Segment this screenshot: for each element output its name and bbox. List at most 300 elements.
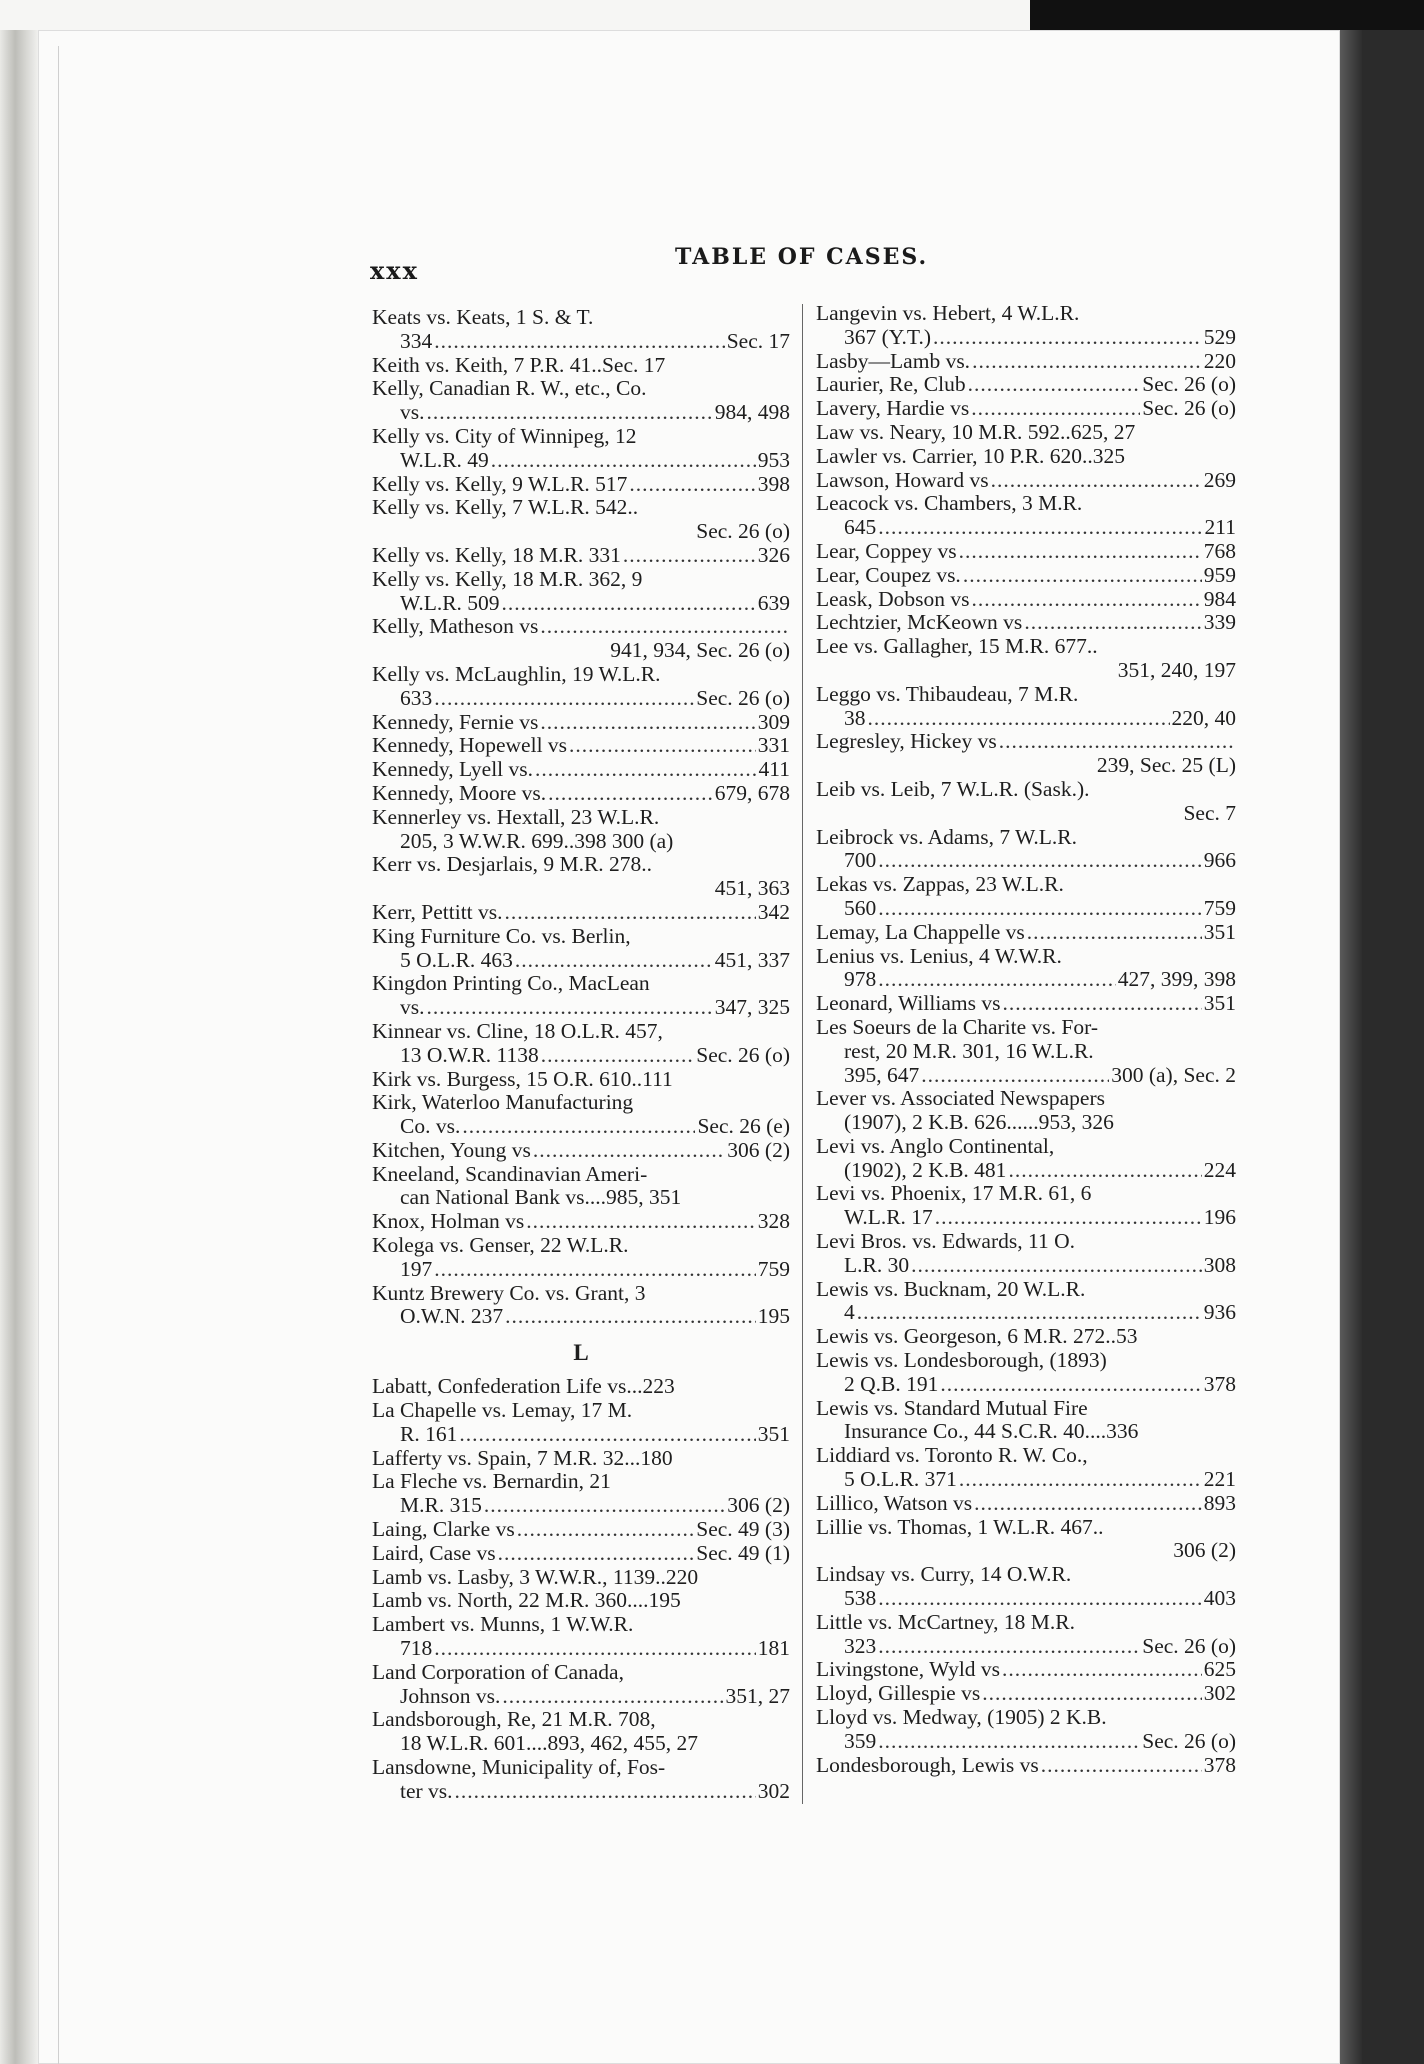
case-entry-line (372, 901, 790, 925)
page-reference: Sec. 49 (3) (696, 1518, 790, 1542)
page-reference: 306 (2) (727, 1138, 790, 1162)
page-reference: Sec. 26 (o) (1142, 373, 1236, 397)
case-entry (372, 1282, 790, 1330)
case-entry-line (372, 592, 790, 616)
page-reference: 300 (a), Sec. 2 (1111, 1063, 1236, 1087)
case-entry-line (372, 1780, 790, 1804)
case-entry-line (816, 302, 1236, 326)
case-entry (372, 711, 790, 735)
page-reference: 302 (757, 1779, 790, 1803)
case-citation-text: Livingstone, Wyld vs (816, 1658, 1001, 1682)
case-entry-line (816, 849, 1236, 873)
case-entry-line (372, 1542, 790, 1566)
case-citation-text: W.L.R. 509 (400, 591, 500, 615)
page-reference: 339 (1203, 611, 1236, 635)
scan-top-margin (0, 0, 1030, 30)
dot-leader (959, 540, 1202, 564)
dot-leader (505, 1305, 756, 1329)
dot-leader (427, 401, 713, 425)
case-entry (816, 683, 1236, 731)
page-reference: Sec. 49 (1) (696, 1541, 790, 1565)
case-entry (372, 1447, 790, 1471)
page-reference: Sec. 7 (1183, 801, 1236, 825)
case-entry-line (372, 996, 790, 1020)
case-citation-text: Little vs. McCartney, 18 M.R. (816, 1610, 1075, 1634)
case-citation-text: 645 (844, 516, 877, 540)
dot-leader (623, 544, 756, 568)
case-entry (816, 540, 1236, 564)
case-entry-line (372, 1068, 790, 1092)
dot-leader (498, 1542, 695, 1566)
case-entry-line (816, 588, 1236, 612)
case-entry-line (372, 1375, 790, 1399)
case-citation-text: 38 (844, 706, 866, 730)
case-entry (372, 473, 790, 497)
case-citation-text: M.R. 315 (400, 1494, 482, 1518)
page-reference: 984, 498 (714, 401, 790, 425)
case-entry (816, 635, 1236, 683)
case-entry-line (816, 802, 1236, 826)
page-reference: 984 (1203, 587, 1236, 611)
case-citation-text: Kerr, Pettitt vs. (372, 900, 503, 924)
dot-leader (868, 707, 1170, 731)
case-entry-line (816, 1040, 1236, 1064)
case-entry-line (372, 830, 790, 854)
case-entry-line (372, 1020, 790, 1044)
section-letter: L (573, 1340, 589, 1366)
case-citation-text: Leggo vs. Thibaudeau, 7 M.R. (816, 682, 1079, 706)
case-entry (372, 972, 790, 1020)
case-citation-text: 718 (400, 1637, 433, 1661)
case-citation-text: Laing, Clarke vs (372, 1518, 515, 1542)
case-entry (816, 1135, 1236, 1183)
case-entry (816, 1444, 1236, 1492)
case-citation-text: Johnson vs. (400, 1684, 501, 1708)
page-reference: 427, 399, 398 (1117, 968, 1236, 992)
dot-leader (491, 449, 756, 473)
page-reference: 331 (757, 734, 790, 758)
page-reference: 759 (1203, 896, 1236, 920)
page-reference: 221 (1203, 1468, 1236, 1492)
case-entry-line (372, 1494, 790, 1518)
case-entry (816, 1397, 1236, 1445)
page-reference: Sec. 26 (o) (1142, 397, 1236, 421)
case-entry-line (816, 1587, 1236, 1611)
dot-leader (968, 373, 1141, 397)
case-entry-line (816, 421, 1236, 445)
case-entry-line (372, 1423, 790, 1447)
case-entry-line (816, 1159, 1236, 1183)
case-citation-text: Kennerley vs. Hextall, 23 W.L.R. (372, 805, 660, 829)
case-entry-line (372, 758, 790, 782)
case-entry (372, 1068, 790, 1092)
dot-leader (878, 1730, 1140, 1754)
page-reference: Sec. 26 (o) (696, 520, 790, 544)
case-citation-text: Kelly vs. McLaughlin, 19 W.L.R. (372, 662, 661, 686)
running-head (370, 244, 1330, 284)
case-entry-line (816, 469, 1236, 493)
book-spine-shadow (1340, 30, 1362, 2064)
case-entry-line (372, 1139, 790, 1163)
page-reference: Sec. 17 (726, 329, 790, 353)
case-entry-line (372, 1447, 790, 1471)
case-entry-line (816, 373, 1236, 397)
case-citation-text: vs. (400, 401, 425, 425)
case-entry (816, 611, 1236, 635)
dot-leader (505, 901, 756, 925)
dot-leader (502, 1685, 723, 1709)
dot-leader (878, 516, 1202, 540)
case-citation-text: La Fleche vs. Bernardin, 21 (372, 1470, 611, 1494)
case-citation-text: Kirk, Waterloo Manufacturing (372, 1091, 634, 1115)
case-entry-line (816, 1135, 1236, 1159)
case-entry-line (816, 540, 1236, 564)
case-entry (816, 302, 1236, 350)
case-citation-text: Lasby—Lamb vs. (816, 349, 971, 373)
case-entry-line (816, 492, 1236, 516)
case-entry-line (816, 1635, 1236, 1659)
page-reference: 966 (1203, 849, 1236, 873)
case-entry (372, 806, 790, 854)
dot-leader (434, 330, 724, 354)
case-citation-text: Levi Bros. vs. Edwards, 11 O. (816, 1230, 1075, 1254)
case-citation-text: Leibrock vs. Adams, 7 W.L.R. (816, 825, 1077, 849)
case-citation-text: W.L.R. 17 (844, 1206, 933, 1230)
dot-leader (1002, 1658, 1202, 1682)
case-entry-line (372, 1613, 790, 1637)
case-entry-line (816, 659, 1236, 683)
case-entry (372, 1566, 790, 1590)
page-reference: 326 (757, 543, 790, 567)
page-reference: 302 (1203, 1682, 1236, 1706)
case-citation-text: Lear, Coppey vs (816, 539, 957, 563)
case-entry (372, 1234, 790, 1282)
case-entry (816, 588, 1236, 612)
case-citation-text: Lamb vs. Lasby, 3 W.W.R., 1139..220 (372, 1565, 699, 1589)
case-entry-line (372, 1589, 790, 1613)
dot-leader (999, 730, 1234, 754)
dot-leader (517, 1518, 695, 1542)
case-citation-text: Kneeland, Scandinavian Ameri- (372, 1162, 648, 1186)
case-citation-text: Kelly, Canadian R. W., etc., Co. (372, 377, 647, 401)
dot-leader (533, 1139, 725, 1163)
case-entry-line (816, 730, 1236, 754)
page-reference: 529 (1203, 325, 1236, 349)
dot-leader (462, 1115, 695, 1139)
case-entry-line (372, 639, 790, 663)
case-citation-text: Kelly, Matheson vs (372, 615, 539, 639)
dot-leader (971, 397, 1140, 421)
page-reference: 269 (1203, 468, 1236, 492)
case-entry-line (372, 1210, 790, 1234)
case-entry-line (372, 1115, 790, 1139)
case-citation-text: Lear, Coupez vs. (816, 563, 961, 587)
case-citation-text: Kelly vs. Kelly, 7 W.L.R. 542.. (372, 496, 639, 520)
scan-left-page-edge (0, 30, 38, 2064)
case-entry-line (372, 1661, 790, 1685)
case-citation-text: Lillie vs. Thomas, 1 W.L.R. 467.. (816, 1515, 1104, 1539)
case-entry-line (372, 687, 790, 711)
case-entry-line (372, 354, 790, 378)
page-reference: 936 (1203, 1301, 1236, 1325)
case-entry-line (816, 1682, 1236, 1706)
case-citation-text: 978 (844, 968, 877, 992)
case-citation-text: Keats vs. Keats, 1 S. & T. (372, 306, 594, 329)
page-reference: 351 (1203, 920, 1236, 944)
case-entry-line (816, 1397, 1236, 1421)
dot-leader (878, 968, 1116, 992)
case-entry (816, 1682, 1236, 1706)
case-entry-line (372, 1470, 790, 1494)
case-entry-line (816, 992, 1236, 1016)
case-entry (372, 544, 790, 568)
case-entry (816, 1611, 1236, 1659)
case-citation-text: Lekas vs. Zappas, 23 W.L.R. (816, 873, 1064, 897)
case-entry-line (816, 754, 1236, 778)
page-reference: 639 (757, 591, 790, 615)
case-entry (372, 306, 790, 354)
case-citation-text: W.L.R. 49 (400, 448, 489, 472)
case-entry (372, 782, 790, 806)
dot-leader (1041, 1754, 1202, 1778)
case-entry-line (816, 1611, 1236, 1635)
case-entry-line (372, 1305, 790, 1329)
case-entry-line (372, 1566, 790, 1590)
page-reference: 342 (757, 900, 790, 924)
page-reference: 959 (1203, 563, 1236, 587)
dot-leader (434, 1258, 756, 1282)
case-entry-line (816, 1706, 1236, 1730)
case-entry (372, 663, 790, 711)
dot-leader (933, 326, 1202, 350)
case-citation-text: Levi vs. Anglo Continental, (816, 1134, 1055, 1158)
page-reference: 220, 40 (1171, 706, 1236, 730)
dot-leader (878, 1635, 1140, 1659)
page-reference: 306 (2) (727, 1494, 790, 1518)
case-entry (816, 1016, 1236, 1087)
case-citation-text: Levi vs. Phoenix, 17 M.R. 61, 6 (816, 1182, 1092, 1206)
case-citation-text: Lawson, Howard vs (816, 468, 989, 492)
case-entry-line (816, 826, 1236, 850)
case-entry (372, 1375, 790, 1399)
case-citation-text: Kelly vs. Kelly, 18 M.R. 331 (372, 543, 621, 567)
case-citation-text: Landsborough, Re, 21 M.R. 708, (372, 1708, 656, 1732)
case-entry-line (372, 972, 790, 996)
dot-leader (911, 1254, 1202, 1278)
case-entry-line (372, 449, 790, 473)
case-citation-text: 2 Q.B. 191 (844, 1372, 939, 1396)
dot-leader (940, 1373, 1201, 1397)
case-entry-line (372, 473, 790, 497)
case-entry (816, 397, 1236, 421)
case-citation-text: Kelly vs. City of Winnipeg, 12 (372, 424, 637, 448)
page-reference: 378 (1203, 1372, 1236, 1396)
case-entry (816, 350, 1236, 374)
page-title: TABLE OF CASES. (675, 244, 929, 270)
case-entry-line (816, 968, 1236, 992)
case-entry-line (816, 1373, 1236, 1397)
dot-leader (878, 897, 1202, 921)
case-entry-line (816, 1182, 1236, 1206)
case-entry-line (816, 1754, 1236, 1778)
case-citation-text: 13 O.W.R. 1138 (400, 1043, 539, 1067)
case-citation-text: Londesborough, Lewis vs (816, 1753, 1039, 1777)
page-reference: 224 (1203, 1158, 1236, 1182)
case-entry (816, 1325, 1236, 1349)
case-entry-line (816, 445, 1236, 469)
case-citation-text: Leib vs. Leib, 7 W.L.R. (Sask.). (816, 777, 1090, 801)
case-citation-text: 633 (400, 686, 433, 710)
case-entry-line (816, 707, 1236, 731)
dot-leader (963, 564, 1202, 588)
case-citation-text: Kuntz Brewery Co. vs. Grant, 3 (372, 1281, 646, 1305)
case-entry (816, 945, 1236, 993)
case-citation-text: Leask, Dobson vs (816, 587, 970, 611)
case-entry-line (372, 663, 790, 687)
case-entry-line (816, 516, 1236, 540)
case-entry-line (816, 1016, 1236, 1040)
dot-leader (1024, 611, 1201, 635)
dot-leader (629, 473, 755, 497)
case-entry (372, 615, 790, 663)
case-entry-line (372, 330, 790, 354)
case-citation-text: Kennedy, Moore vs. (372, 781, 547, 805)
case-entry (372, 1399, 790, 1447)
page-reference: 351, 240, 197 (1117, 658, 1236, 682)
case-entry (816, 1563, 1236, 1611)
case-entry (816, 1492, 1236, 1516)
case-entry (372, 354, 790, 378)
case-entry (816, 826, 1236, 874)
case-entry (816, 1349, 1236, 1397)
page-reference: 306 (2) (1173, 1539, 1236, 1563)
page-reference: 309 (757, 710, 790, 734)
dot-leader (526, 1210, 755, 1234)
case-citation-text: 18 W.L.R. 601....893, 462, 455, 27 (400, 1732, 699, 1756)
case-citation-text: 395, 647 (844, 1063, 920, 1087)
case-entry-line (816, 1349, 1236, 1373)
case-entry-line (372, 520, 790, 544)
dot-leader (427, 996, 713, 1020)
case-citation-text: Lenius vs. Lenius, 4 W.W.R. (816, 944, 1062, 968)
page-reference: 941, 934, Sec. 26 (o) (610, 639, 790, 663)
case-entry (816, 1754, 1236, 1778)
case-entry-line (816, 1492, 1236, 1516)
case-entry-line (816, 1301, 1236, 1325)
case-citation-text: Kennedy, Lyell vs. (372, 758, 534, 782)
case-entry (372, 377, 790, 425)
case-citation-text: Leacock vs. Chambers, 3 M.R. (816, 492, 1083, 516)
page-reference: Sec. 26 (o) (696, 686, 790, 710)
case-entry-line (372, 949, 790, 973)
page-reference: 351 (1203, 992, 1236, 1016)
page-reference: 328 (757, 1210, 790, 1234)
case-entry (816, 778, 1236, 826)
page-reference: 211 (1204, 516, 1236, 540)
case-entry (372, 925, 790, 973)
case-entry-line (372, 615, 790, 639)
dot-leader (991, 469, 1202, 493)
dot-leader (878, 1587, 1202, 1611)
case-entry-line (816, 683, 1236, 707)
case-entry-line (372, 1708, 790, 1732)
case-entry (816, 421, 1236, 445)
case-entry-line (372, 1399, 790, 1423)
case-entry-line (372, 1044, 790, 1068)
page-reference: Sec. 26 (e) (697, 1115, 790, 1139)
case-entry (372, 1708, 790, 1756)
case-entry (816, 992, 1236, 1016)
case-entry-line (816, 1730, 1236, 1754)
case-citation-text: Lloyd vs. Medway, (1905) 2 K.B. (816, 1706, 1107, 1730)
case-citation-text: L.R. 30 (844, 1253, 910, 1277)
case-citation-text: Kolega vs. Genser, 22 W.L.R. (372, 1234, 629, 1258)
page-reference: 347, 325 (714, 996, 790, 1020)
case-citation-text: Lloyd, Gillespie vs (816, 1682, 981, 1706)
dot-leader (982, 1682, 1202, 1706)
case-citation-text: Legresley, Hickey vs (816, 730, 997, 754)
page-reference: 768 (1203, 539, 1236, 563)
page-reference: Sec. 26 (o) (1142, 1634, 1236, 1658)
case-entry-line (372, 734, 790, 758)
case-citation-text: 560 (844, 896, 877, 920)
case-entry (372, 734, 790, 758)
case-citation-text: 538 (844, 1587, 877, 1611)
case-entry (816, 469, 1236, 493)
case-entry-line (816, 1087, 1236, 1111)
dot-leader (959, 1468, 1202, 1492)
case-entry (372, 496, 790, 544)
case-entry-line (372, 425, 790, 449)
case-entry (372, 1542, 790, 1566)
case-entry-line (372, 1756, 790, 1780)
case-entry (816, 730, 1236, 778)
case-entry-line (816, 611, 1236, 635)
case-entry-line (816, 873, 1236, 897)
page-reference: 196 (1203, 1206, 1236, 1230)
case-entry-line (372, 496, 790, 520)
dot-leader (434, 687, 694, 711)
case-citation-text: 5 O.L.R. 371 (844, 1468, 957, 1492)
case-citation-text: 700 (844, 849, 877, 873)
case-citation-text: Lever vs. Associated Newspapers (816, 1087, 1105, 1111)
case-entry-line (372, 711, 790, 735)
case-entry (816, 1516, 1236, 1564)
case-citation-text: Lewis vs. Georgeson, 6 M.R. 272..53 (816, 1325, 1138, 1349)
case-citation-text: Kennedy, Hopewell vs (372, 734, 568, 758)
dot-leader (484, 1494, 725, 1518)
case-entry-line (816, 1420, 1236, 1444)
dot-leader (502, 592, 756, 616)
dot-leader (935, 1206, 1202, 1230)
case-entry-line (372, 568, 790, 592)
case-entry-line (372, 806, 790, 830)
scan-top-dark-edge (1030, 0, 1424, 30)
case-citation-text: 323 (844, 1634, 877, 1658)
case-entry-line (372, 377, 790, 401)
case-entry (816, 873, 1236, 921)
dot-leader (921, 1064, 1109, 1088)
case-entry (816, 1230, 1236, 1278)
case-entry-line (372, 1163, 790, 1187)
case-citation-text: ter vs. (400, 1779, 453, 1803)
case-entry-line (372, 853, 790, 877)
case-entry-line (816, 897, 1236, 921)
case-citation-text: Leonard, Williams vs (816, 992, 1001, 1016)
case-citation-text: Laird, Case vs (372, 1541, 496, 1565)
column-divider (802, 304, 803, 1804)
dot-leader (878, 849, 1202, 873)
